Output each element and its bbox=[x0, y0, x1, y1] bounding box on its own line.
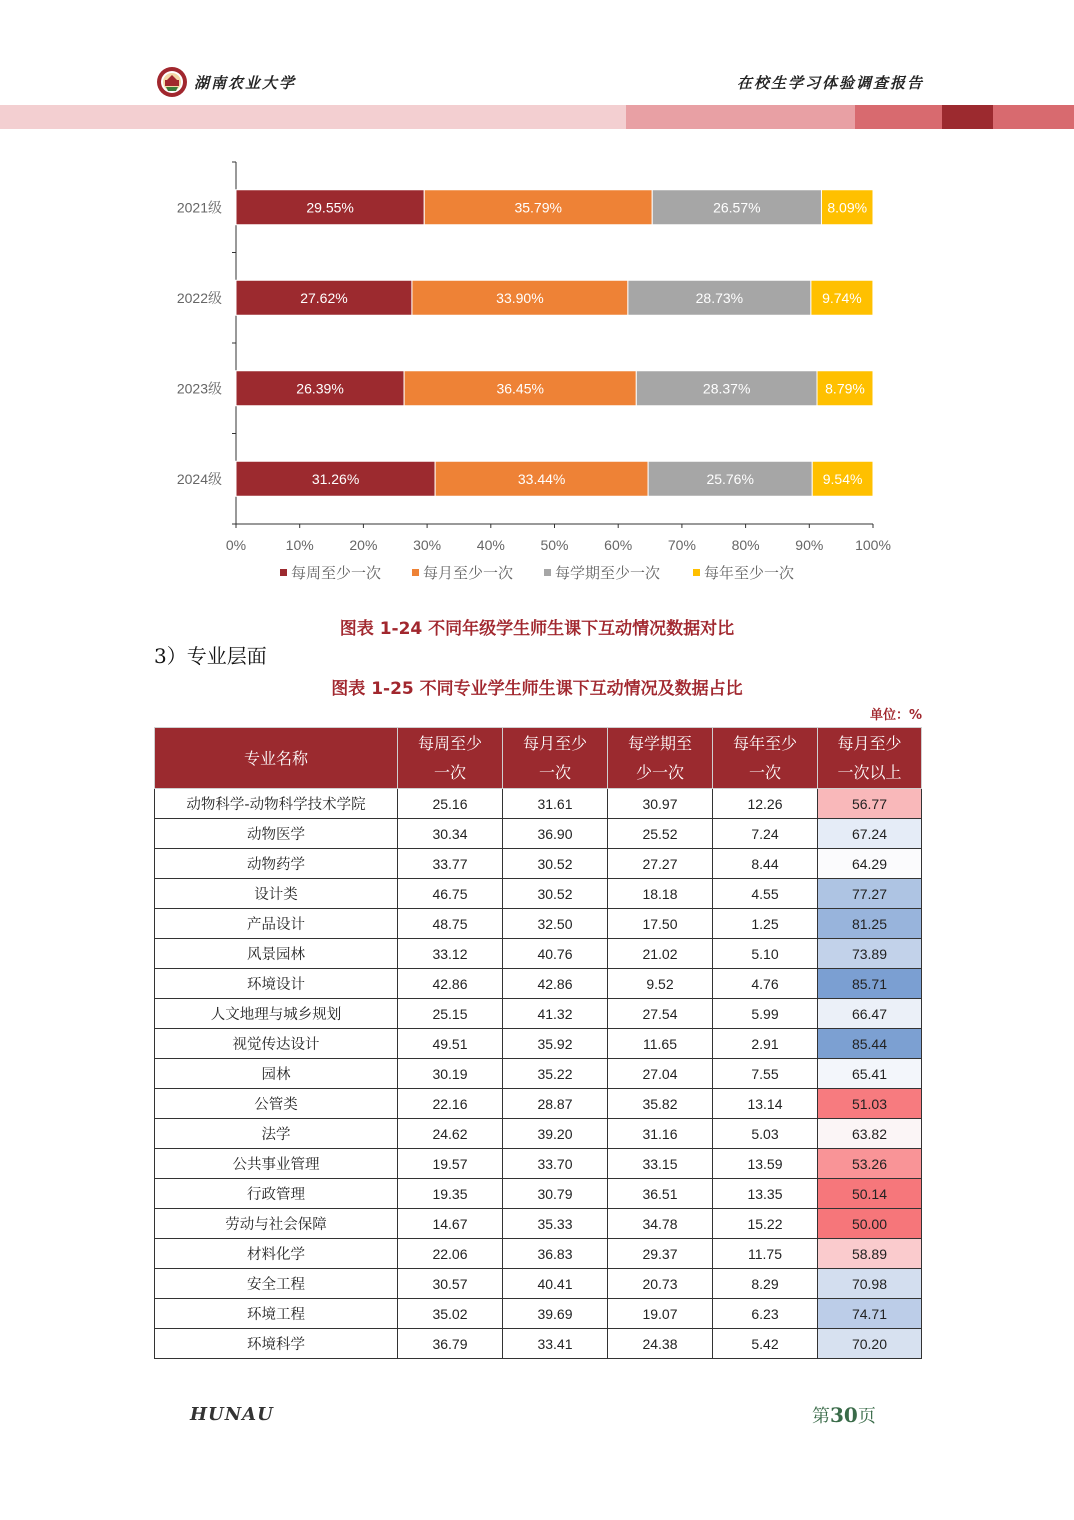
value-cell: 31.61 bbox=[503, 789, 608, 819]
value-cell: 42.86 bbox=[398, 969, 503, 999]
value-cell: 24.62 bbox=[398, 1119, 503, 1149]
major-name-cell: 视觉传达设计 bbox=[155, 1029, 398, 1059]
data-label: 28.73% bbox=[695, 289, 744, 306]
value-cell: 39.69 bbox=[503, 1299, 608, 1329]
monthly-plus-cell: 67.24 bbox=[818, 819, 922, 849]
value-cell: 49.51 bbox=[398, 1029, 503, 1059]
major-name-cell: 产品设计 bbox=[155, 909, 398, 939]
x-tick-label: 40% bbox=[476, 537, 505, 553]
footer-brand: HUNAU bbox=[190, 1404, 274, 1425]
major-name-cell: 风景园林 bbox=[155, 939, 398, 969]
major-name-cell: 园林 bbox=[155, 1059, 398, 1089]
value-cell: 15.22 bbox=[713, 1209, 818, 1239]
value-cell: 46.75 bbox=[398, 879, 503, 909]
category-label: 2022级 bbox=[176, 289, 222, 306]
unit-label: 单位：% bbox=[869, 708, 922, 723]
section-title: 3）专业层面 bbox=[154, 644, 267, 668]
value-cell: 30.19 bbox=[398, 1059, 503, 1089]
legend-swatch bbox=[693, 569, 700, 576]
header-band-1 bbox=[0, 105, 626, 129]
value-cell: 33.77 bbox=[398, 849, 503, 879]
report-title: 在校生学习体验调查报告 bbox=[736, 74, 924, 92]
data-label: 9.74% bbox=[822, 289, 862, 306]
value-cell: 13.59 bbox=[713, 1149, 818, 1179]
value-cell: 25.52 bbox=[608, 819, 713, 849]
value-cell: 18.18 bbox=[608, 879, 713, 909]
data-label: 8.79% bbox=[825, 380, 865, 397]
table-row bbox=[155, 1239, 922, 1269]
x-tick-label: 100% bbox=[855, 537, 891, 553]
major-interaction-table bbox=[154, 727, 922, 1359]
value-cell: 25.16 bbox=[398, 789, 503, 819]
value-cell: 29.37 bbox=[608, 1239, 713, 1269]
column-header: 专业名称 bbox=[155, 728, 398, 789]
table-row bbox=[155, 1299, 922, 1329]
table-row bbox=[155, 1209, 922, 1239]
table-row bbox=[155, 1059, 922, 1089]
value-cell: 11.75 bbox=[713, 1239, 818, 1269]
table-row bbox=[155, 879, 922, 909]
value-cell: 14.67 bbox=[398, 1209, 503, 1239]
category-label: 2021级 bbox=[176, 199, 222, 216]
x-tick-label: 10% bbox=[285, 537, 314, 553]
value-cell: 5.10 bbox=[713, 939, 818, 969]
major-name-cell: 劳动与社会保障 bbox=[155, 1209, 398, 1239]
university-name: 湖南农业大学 bbox=[194, 74, 297, 92]
value-cell: 35.33 bbox=[503, 1209, 608, 1239]
table-row bbox=[155, 1149, 922, 1179]
major-name-cell: 动物医学 bbox=[155, 819, 398, 849]
major-name-cell: 动物药学 bbox=[155, 849, 398, 879]
table-row bbox=[155, 819, 922, 849]
data-label: 29.55% bbox=[306, 199, 354, 216]
value-cell: 36.90 bbox=[503, 819, 608, 849]
x-tick-label: 0% bbox=[225, 537, 247, 553]
table-row bbox=[155, 789, 922, 819]
legend-label: 每年至少一次 bbox=[704, 564, 795, 582]
value-cell: 19.07 bbox=[608, 1299, 713, 1329]
monthly-plus-cell: 58.89 bbox=[818, 1239, 922, 1269]
table-row bbox=[155, 909, 922, 939]
value-cell: 6.23 bbox=[713, 1299, 818, 1329]
column-header: 每周至少 一次 bbox=[398, 728, 503, 789]
monthly-plus-cell: 73.89 bbox=[818, 939, 922, 969]
data-label: 9.54% bbox=[822, 470, 863, 487]
value-cell: 30.34 bbox=[398, 819, 503, 849]
legend-label: 每月至少一次 bbox=[423, 564, 514, 582]
category-label: 2023级 bbox=[176, 380, 222, 397]
data-label: 33.90% bbox=[496, 289, 544, 306]
value-cell: 28.87 bbox=[503, 1089, 608, 1119]
value-cell: 36.51 bbox=[608, 1179, 713, 1209]
value-cell: 31.16 bbox=[608, 1119, 713, 1149]
monthly-plus-cell: 50.14 bbox=[818, 1179, 922, 1209]
value-cell: 20.73 bbox=[608, 1269, 713, 1299]
value-cell: 5.42 bbox=[713, 1329, 818, 1359]
value-cell: 19.57 bbox=[398, 1149, 503, 1179]
value-cell: 8.44 bbox=[713, 849, 818, 879]
value-cell: 30.79 bbox=[503, 1179, 608, 1209]
value-cell: 30.97 bbox=[608, 789, 713, 819]
university-logo-icon bbox=[156, 66, 188, 98]
x-tick-label: 80% bbox=[731, 537, 760, 553]
legend-label: 每学期至少一次 bbox=[555, 564, 661, 582]
value-cell: 30.52 bbox=[503, 849, 608, 879]
page-number: 30 bbox=[830, 1403, 858, 1427]
page-header bbox=[0, 0, 1074, 130]
value-cell: 30.52 bbox=[503, 879, 608, 909]
value-cell: 13.14 bbox=[713, 1089, 818, 1119]
data-label: 28.37% bbox=[702, 380, 751, 397]
table-row bbox=[155, 1089, 922, 1119]
value-cell: 33.15 bbox=[608, 1149, 713, 1179]
monthly-plus-cell: 74.71 bbox=[818, 1299, 922, 1329]
table-caption: 图表 1-25 不同专业学生师生课下互动情况及数据占比 bbox=[331, 679, 743, 699]
value-cell: 35.22 bbox=[503, 1059, 608, 1089]
monthly-plus-cell: 50.00 bbox=[818, 1209, 922, 1239]
value-cell: 48.75 bbox=[398, 909, 503, 939]
value-cell: 35.02 bbox=[398, 1299, 503, 1329]
table-row bbox=[155, 849, 922, 879]
value-cell: 2.91 bbox=[713, 1029, 818, 1059]
data-label: 36.45% bbox=[496, 380, 544, 397]
data-label: 26.57% bbox=[713, 199, 761, 216]
monthly-plus-cell: 64.29 bbox=[818, 849, 922, 879]
monthly-plus-cell: 51.03 bbox=[818, 1089, 922, 1119]
header-row bbox=[155, 728, 922, 789]
value-cell: 39.20 bbox=[503, 1119, 608, 1149]
column-header: 每学期至 少一次 bbox=[608, 728, 713, 789]
page-prefix: 第 bbox=[812, 1406, 830, 1427]
data-label: 26.39% bbox=[296, 380, 344, 397]
value-cell: 1.25 bbox=[713, 909, 818, 939]
value-cell: 11.65 bbox=[608, 1029, 713, 1059]
value-cell: 33.41 bbox=[503, 1329, 608, 1359]
value-cell: 25.15 bbox=[398, 999, 503, 1029]
monthly-plus-cell: 66.47 bbox=[818, 999, 922, 1029]
value-cell: 22.16 bbox=[398, 1089, 503, 1119]
major-name-cell: 环境设计 bbox=[155, 969, 398, 999]
value-cell: 24.38 bbox=[608, 1329, 713, 1359]
header-band-2 bbox=[626, 105, 855, 129]
data-label: 35.79% bbox=[514, 199, 562, 216]
value-cell: 33.12 bbox=[398, 939, 503, 969]
table-row bbox=[155, 1029, 922, 1059]
major-name-cell: 行政管理 bbox=[155, 1179, 398, 1209]
monthly-plus-cell: 56.77 bbox=[818, 789, 922, 819]
value-cell: 17.50 bbox=[608, 909, 713, 939]
data-label: 8.09% bbox=[827, 199, 868, 216]
x-tick-label: 50% bbox=[540, 537, 569, 553]
value-cell: 41.32 bbox=[503, 999, 608, 1029]
chart-caption: 图表 1-24 不同年级学生师生课下互动情况数据对比 bbox=[339, 619, 735, 639]
category-label: 2024级 bbox=[176, 470, 222, 487]
column-header: 每年至少 一次 bbox=[713, 728, 818, 789]
value-cell: 34.78 bbox=[608, 1209, 713, 1239]
header-band-3 bbox=[855, 105, 942, 129]
monthly-plus-cell: 85.71 bbox=[818, 969, 922, 999]
value-cell: 21.02 bbox=[608, 939, 713, 969]
value-cell: 12.26 bbox=[713, 789, 818, 819]
value-cell: 40.76 bbox=[503, 939, 608, 969]
table-row bbox=[155, 1119, 922, 1149]
major-name-cell: 设计类 bbox=[155, 879, 398, 909]
major-name-cell: 人文地理与城乡规划 bbox=[155, 999, 398, 1029]
monthly-plus-cell: 85.44 bbox=[818, 1029, 922, 1059]
x-tick-label: 70% bbox=[667, 537, 696, 553]
value-cell: 19.35 bbox=[398, 1179, 503, 1209]
value-cell: 5.03 bbox=[713, 1119, 818, 1149]
value-cell: 30.57 bbox=[398, 1269, 503, 1299]
monthly-plus-cell: 70.98 bbox=[818, 1269, 922, 1299]
value-cell: 32.50 bbox=[503, 909, 608, 939]
page-number-label bbox=[812, 1402, 876, 1428]
major-name-cell: 环境科学 bbox=[155, 1329, 398, 1359]
table-row bbox=[155, 939, 922, 969]
value-cell: 5.99 bbox=[713, 999, 818, 1029]
value-cell: 27.04 bbox=[608, 1059, 713, 1089]
value-cell: 27.27 bbox=[608, 849, 713, 879]
major-name-cell: 公管类 bbox=[155, 1089, 398, 1119]
monthly-plus-cell: 77.27 bbox=[818, 879, 922, 909]
monthly-plus-cell: 65.41 bbox=[818, 1059, 922, 1089]
major-name-cell: 法学 bbox=[155, 1119, 398, 1149]
x-tick-label: 20% bbox=[349, 537, 378, 553]
stacked-bar-chart bbox=[150, 150, 910, 600]
table-row bbox=[155, 1269, 922, 1299]
major-name-cell: 环境工程 bbox=[155, 1299, 398, 1329]
legend-swatch bbox=[544, 569, 551, 576]
x-tick-label: 30% bbox=[413, 537, 442, 553]
value-cell: 35.82 bbox=[608, 1089, 713, 1119]
data-label: 25.76% bbox=[706, 470, 754, 487]
grade-interaction-chart bbox=[150, 150, 910, 600]
monthly-plus-cell: 70.20 bbox=[818, 1329, 922, 1359]
value-cell: 40.41 bbox=[503, 1269, 608, 1299]
legend-swatch bbox=[412, 569, 419, 576]
value-cell: 9.52 bbox=[608, 969, 713, 999]
header-band-4 bbox=[942, 105, 993, 129]
table-row bbox=[155, 999, 922, 1029]
column-header: 每月至少 一次 bbox=[503, 728, 608, 789]
value-cell: 22.06 bbox=[398, 1239, 503, 1269]
value-cell: 7.55 bbox=[713, 1059, 818, 1089]
monthly-plus-cell: 81.25 bbox=[818, 909, 922, 939]
value-cell: 33.70 bbox=[503, 1149, 608, 1179]
table-header bbox=[155, 728, 922, 789]
major-name-cell: 动物科学-动物科学技术学院 bbox=[155, 789, 398, 819]
table-row bbox=[155, 1329, 922, 1359]
value-cell: 4.55 bbox=[713, 879, 818, 909]
column-header: 每月至少 一次以上 bbox=[818, 728, 922, 789]
value-cell: 13.35 bbox=[713, 1179, 818, 1209]
monthly-plus-cell: 63.82 bbox=[818, 1119, 922, 1149]
legend-label: 每周至少一次 bbox=[291, 564, 382, 582]
value-cell: 36.79 bbox=[398, 1329, 503, 1359]
table-body bbox=[155, 789, 922, 1359]
x-tick-label: 60% bbox=[604, 537, 633, 553]
value-cell: 4.76 bbox=[713, 969, 818, 999]
table-row bbox=[155, 969, 922, 999]
data-label: 31.26% bbox=[311, 470, 360, 487]
major-name-cell: 安全工程 bbox=[155, 1269, 398, 1299]
value-cell: 27.54 bbox=[608, 999, 713, 1029]
value-cell: 8.29 bbox=[713, 1269, 818, 1299]
page-suffix: 页 bbox=[857, 1406, 876, 1427]
header-band-5 bbox=[993, 105, 1074, 129]
legend-swatch bbox=[280, 569, 287, 576]
value-cell: 35.92 bbox=[503, 1029, 608, 1059]
data-label: 33.44% bbox=[517, 470, 566, 487]
major-name-cell: 公共事业管理 bbox=[155, 1149, 398, 1179]
value-cell: 36.83 bbox=[503, 1239, 608, 1269]
value-cell: 7.24 bbox=[713, 819, 818, 849]
table-row bbox=[155, 1179, 922, 1209]
monthly-plus-cell: 53.26 bbox=[818, 1149, 922, 1179]
data-label: 27.62% bbox=[300, 289, 348, 306]
major-name-cell: 材料化学 bbox=[155, 1239, 398, 1269]
x-tick-label: 90% bbox=[795, 537, 824, 553]
value-cell: 42.86 bbox=[503, 969, 608, 999]
